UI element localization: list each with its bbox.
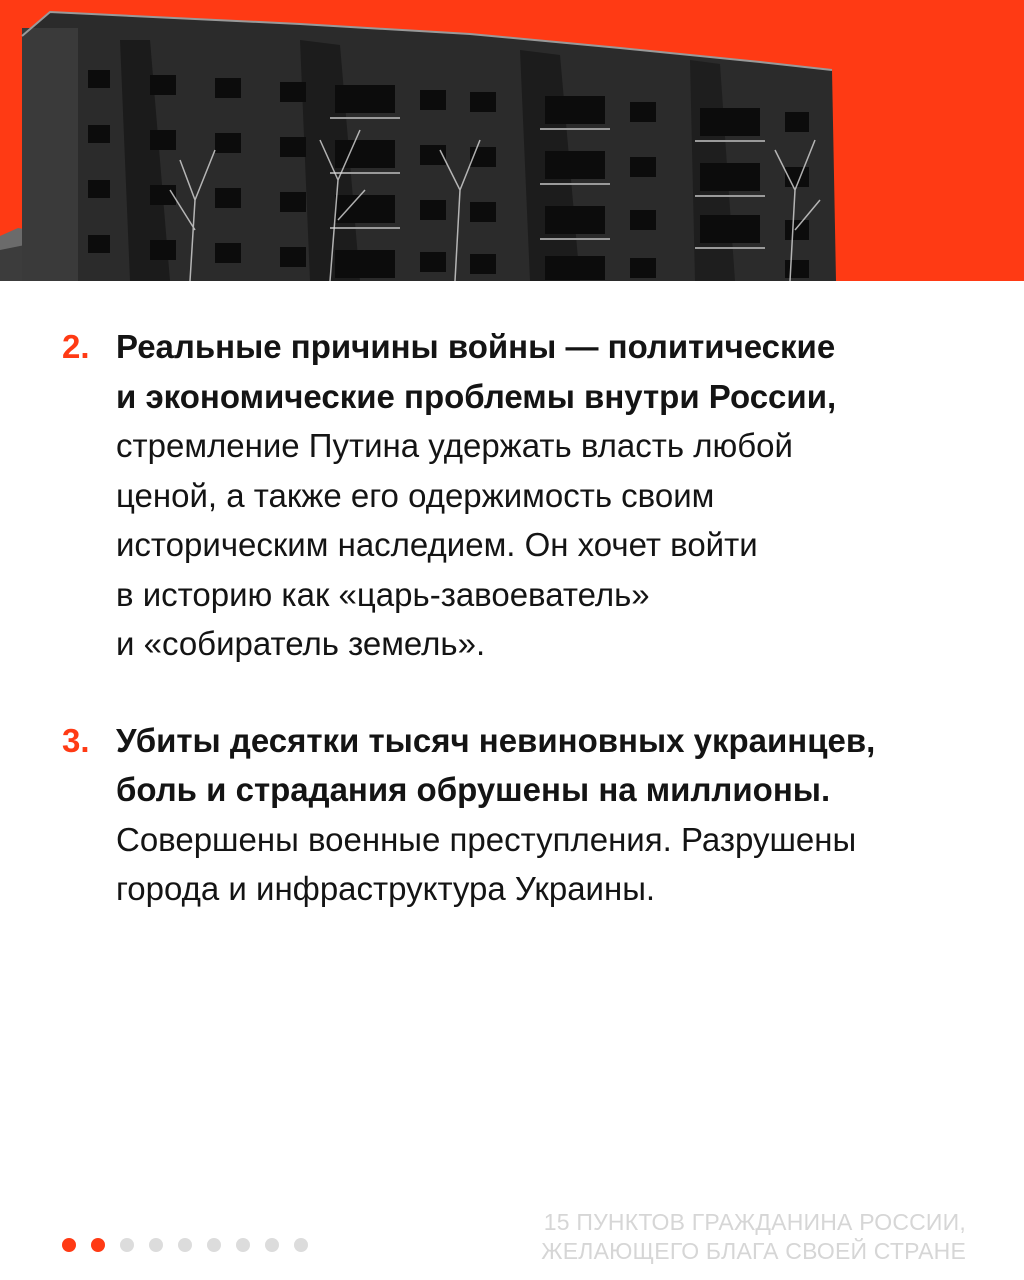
point-text-line: в историю как «царь-завоеватель»: [116, 575, 650, 613]
pagination-dots: [62, 1238, 308, 1252]
pagination-dot[interactable]: [120, 1238, 134, 1252]
hero-image: [0, 0, 1024, 281]
content: [60, 322, 980, 914]
point-text-line: ценой, а также его одержимость своим: [116, 476, 715, 514]
pagination-dot[interactable]: [62, 1238, 76, 1252]
series-caption-line: ЖЕЛАЮЩЕГО БЛАГА СВОЕЙ СТРАНЕ: [541, 1238, 966, 1264]
point-heading-line: боль и страдания обрушены на миллионы.: [116, 771, 831, 808]
point-3: [60, 716, 980, 914]
series-caption-line: 15 ПУНКТОВ ГРАЖДАНИНА РОССИИ,: [543, 1209, 966, 1235]
series-caption: [541, 1208, 966, 1266]
point-number: 3.: [62, 721, 90, 759]
pagination-dot[interactable]: [149, 1238, 163, 1252]
point-text-line: стремление Путина удержать власть любой: [116, 427, 793, 464]
burned-building-illustration: [0, 0, 1024, 281]
point-heading-line: Реальные причины войны — политические: [116, 328, 836, 365]
point-text-line: Совершены военные преступления. Разрушены: [116, 820, 857, 858]
pagination-dot[interactable]: [91, 1238, 105, 1252]
point-heading-line: и экономические проблемы внутри России,: [116, 377, 837, 415]
point-text-line: и «собиратель земель».: [116, 625, 486, 662]
point-text-line: историческим наследием. Он хочет войти: [116, 526, 758, 563]
point-heading-line: Убиты десятки тысяч невиновных украинцев,: [116, 721, 876, 759]
pagination-dot[interactable]: [207, 1238, 221, 1252]
point-text-line: города и инфраструктура Украины.: [116, 870, 656, 907]
point-2: [60, 322, 980, 669]
pagination-dot[interactable]: [236, 1238, 250, 1252]
pagination-dot[interactable]: [294, 1238, 308, 1252]
pagination-dot[interactable]: [265, 1238, 279, 1252]
pagination-dot[interactable]: [178, 1238, 192, 1252]
point-number: 2.: [62, 328, 90, 365]
